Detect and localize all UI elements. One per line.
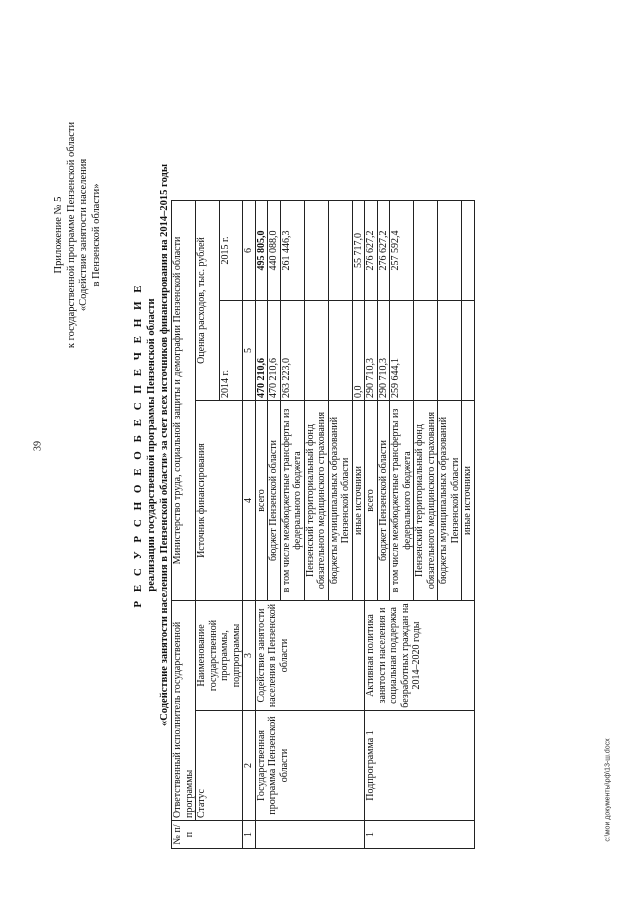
col-index: 1 (243, 821, 256, 849)
row-program-name: Активная политика занятости населения и социальная поддержка безработных граждан на 2014–2020 годы (365, 601, 475, 711)
header-name: Наименование государственной программы, подпрограммы (196, 601, 243, 711)
row-value-2015 (328, 201, 352, 301)
row-source: в том числе межбюджетные трансферты из федерального бюджета (390, 401, 414, 601)
row-value-2014: 470 210,6 (255, 301, 268, 401)
row-source: бюджет Пензенской области (268, 401, 281, 601)
row-status: Подпрограмма 1 (365, 711, 475, 821)
row-source: всего (365, 401, 378, 601)
header-row-2 (196, 201, 220, 849)
row-value-2014 (328, 301, 352, 401)
appendix-line-1: Приложение № 5 (53, 196, 64, 274)
row-source: бюджеты муниципальных образований Пензенской области (438, 401, 462, 601)
header-status: Статус (196, 711, 243, 821)
header-num: № п/п (172, 821, 243, 849)
col-index: 2 (243, 711, 256, 821)
row-value-2014: 259 644,1 (390, 301, 414, 401)
row-source: всего (255, 401, 268, 601)
resource-table (171, 200, 475, 849)
header-row-1 (172, 201, 196, 849)
table-row (255, 201, 268, 849)
appendix-line-4: в Пензенской области» (90, 183, 102, 287)
row-value-2015 (414, 201, 438, 301)
document-heading (131, 15, 171, 875)
row-value-2014: 290 710,3 (365, 301, 378, 401)
appendix-note (53, 85, 103, 385)
row-value-2015: 257 592,4 (390, 201, 414, 301)
row-value-2015: 495 805,0 (255, 201, 268, 301)
row-value-2015 (438, 201, 462, 301)
row-value-2015 (462, 201, 475, 301)
row-source: в том числе межбюджетные трансферты из федерального бюджета (280, 401, 304, 601)
appendix-line-2: к государственной программе Пензенской области (65, 121, 77, 349)
header-estimate: Оценка расходов, тыс. рублей (196, 201, 220, 401)
row-value-2015: 261 446,3 (280, 201, 304, 301)
row-source: иные источники (352, 401, 365, 601)
header-year-2014: 2014 г. (219, 301, 243, 401)
row-source: Пензенский территориальный фонд обязательного медицинского страхования (304, 401, 328, 601)
row-status: Государственная программа Пензенской области (255, 711, 365, 821)
row-value-2014 (462, 301, 475, 401)
row-value-2014 (304, 301, 328, 401)
row-value-2014: 290 710,3 (377, 301, 390, 401)
header-ministry: Министерство труда, социальной защиты и демографии Пензенской области (172, 201, 196, 601)
heading-line-2: реализации государственной программы Пензенской области (146, 298, 157, 592)
row-program-name: Содействие занятости населения в Пензенской области (255, 601, 365, 711)
row-value-2015: 440 088,0 (268, 201, 281, 301)
heading-line-3: «Содействие занятости населения в Пензенской области» за счет всех источников финансирования на 2014–2015 годы (159, 163, 170, 727)
col-index: 6 (243, 201, 256, 301)
col-index: 4 (243, 401, 256, 601)
heading-title: Р Е С У Р С Н О Е О Б Е С П Е Ч Е Н И Е (132, 282, 144, 608)
header-resp-executor: Ответственный исполнитель государственной программы (172, 601, 196, 821)
column-index-row (243, 201, 256, 849)
row-num (255, 821, 365, 849)
row-value-2015 (304, 201, 328, 301)
page-number: 39 (32, 441, 44, 451)
row-value-2014: 0,0 (352, 301, 365, 401)
row-value-2014: 470 210,6 (268, 301, 281, 401)
row-value-2014 (414, 301, 438, 401)
header-source: Источник финансирования (196, 401, 243, 601)
row-source: Пензенский территориальный фонд обязательного медицинского страхования (414, 401, 438, 601)
row-source: иные источники (462, 401, 475, 601)
header-year-2015: 2015 г. (219, 201, 243, 301)
row-value-2015: 55 717,0 (352, 201, 365, 301)
row-value-2015: 276 627,2 (365, 201, 378, 301)
row-source: бюджеты муниципальных образований Пензенской области (328, 401, 352, 601)
row-num: 1 (365, 821, 475, 849)
row-value-2015: 276 627,2 (377, 201, 390, 301)
appendix-line-3: «Содействие занятости населения (78, 158, 89, 312)
col-index: 5 (243, 301, 256, 401)
landscape-sheet (45, 15, 625, 875)
row-value-2014: 263 223,0 (280, 301, 304, 401)
row-source: бюджет Пензенской области (377, 401, 390, 601)
row-value-2014 (438, 301, 462, 401)
file-path-footer: c:\мои документы\рф\13-ш.docx (604, 738, 612, 842)
col-index: 3 (243, 601, 256, 711)
table-row (365, 201, 378, 849)
